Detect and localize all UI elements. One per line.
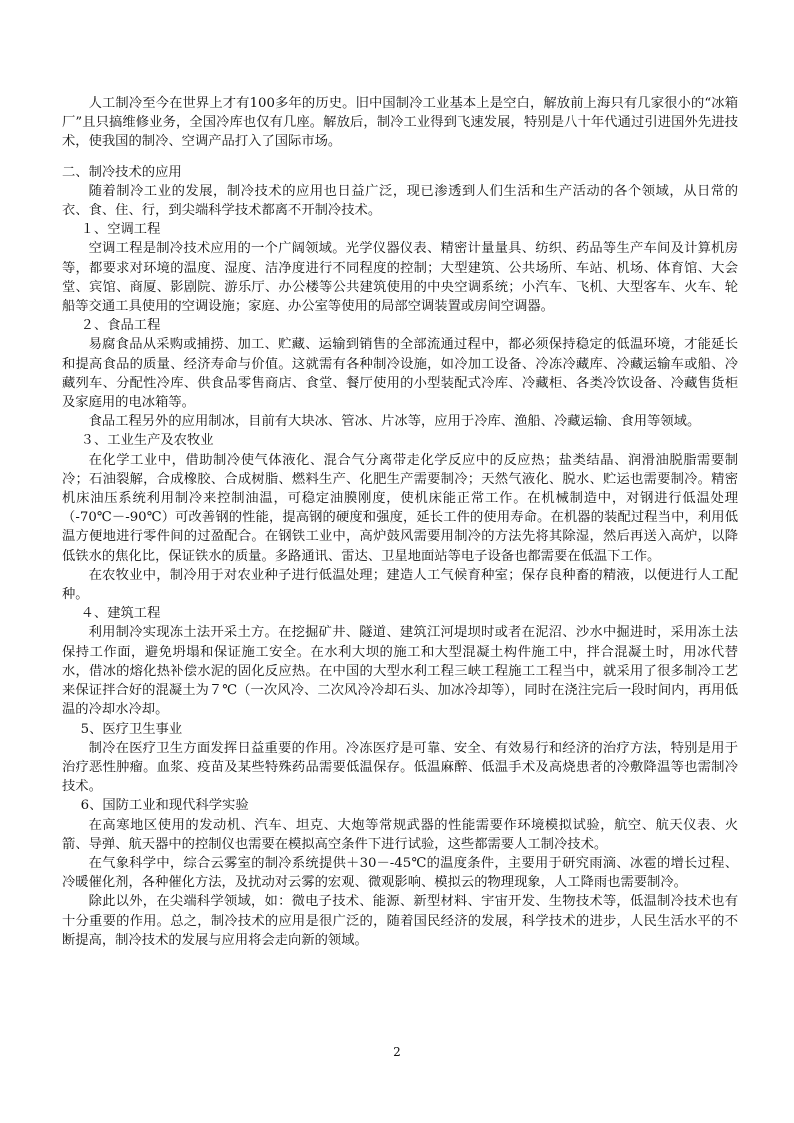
subheading-medical: 5、医疗卫生事业: [80, 721, 183, 737]
page-number: 2: [393, 1045, 401, 1059]
paragraph: 食品工程另外的应用制冰，目前有大块冰、管冰、片冰等，应用于冷库、渔船、冷藏运输、食用等领域。: [88, 414, 701, 430]
paragraph: 空调工程是制冷技术应用的一个广阔领域。光学仪器仪表、精密计量量具、纺织、药品等生产车间及计算机房等，都要求对环境的温度、湿度、洁净度进行不同程度的控制；大型建筑、公共场所、车站、机场、体育馆、大会堂、宾馆、商厦、影剧院、游乐厅、办公楼等公共建筑使用的中央空调系统；小汽车、飞机、大型客车、火车、轮船等交通工具使用的空调设施；家庭、办公室等使用的局部空调装置或房间空调器。: [62, 241, 738, 315]
subheading-food-engineering: ２、食品工程: [80, 318, 161, 334]
section-heading: 二、制冷技术的应用: [62, 164, 182, 180]
subheading-air-conditioning: １、空调工程: [80, 222, 161, 238]
subheading-defense-science: 6、国防工业和现代科学实验: [80, 798, 249, 814]
paragraph-intro: 人工制冷至今在世界上才有100多年的历史。旧中国制冷工业基本上是空白，解放前上海只有几家很小的“冰箱厂”且只搞维修业务，全国冷库也仅有几座。解放后，制冷工业得到飞速发展，特别是八十年代通过引进国外先进技术，使我国的制冷、空调产品打入了国际市场。: [62, 96, 738, 150]
paragraph: 易腐食品从采购或捕捞、加工、贮藏、运输到销售的全部流通过程中，都必须保持稳定的低温环境，才能延长和提高食品的质量、经济寿命与价值。这就需有各种制冷设施，如冷加工设备、冷冻冷藏库、冷藏运输车或船、冷藏列车、分配性冷库、供食品零售商店、食堂、餐厅使用的小型装配式冷库、冷藏柜、各类冷饮设备、冷藏售货柜及家庭用的电冰箱等。: [62, 337, 738, 411]
document-body: [62, 94, 738, 950]
subheading-industry-agriculture: ３、工业生产及农牧业: [80, 433, 214, 449]
paragraph: 在化学工业中，借助制冷使气体液化、混合气分离带走化学反应中的反应热；盐类结晶、润滑油脱脂需要制冷；石油裂解，合成橡胶、合成树脂、燃料生产、化肥生产需要制冷；天然气液化、脱水、贮运也需要制冷。精密机床油压系统利用制冷来控制油温，可稳定油膜刚度，使机床能正常工作。在机械制造中，对钢进行低温处理（-70℃－-90℃）可改善钢的性能，提高钢的硬度和强度，延长工件的使用寿命。在机器的装配过程当中，利用低温方便地进行零件间的过盈配合。在钢铁工业中，高炉鼓风需要用制冷的方法先将其除湿，然后再送入高炉，以降低铁水的焦化比，保证铁水的质量。多路通讯、雷达、卫星地面站等电子设备也都需要在低温下工作。: [62, 452, 738, 564]
paragraph: 随着制冷工业的发展，制冷技术的应用也日益广泛，现已渗透到人们生活和生产活动的各个领域，从日常的衣、食、住、行，到尖端科学技术都离不开制冷技术。: [62, 183, 738, 219]
paragraph: 在农牧业中，制冷用于对农业种子进行低温处理；建造人工气候育种室；保存良种畜的精液，以便进行人工配种。: [62, 567, 738, 603]
paragraph: 除此以外，在尖端科学领域，如：微电子技术、能源、新型材料、宇宙开发、生物技术等，低温制冷技术也有十分重要的作用。总之，制冷技术的应用是很广泛的，随着国民经济的发展，科学技术的进步，人民生活水平的不断提高，制冷技术的发展与应用将会走向新的领域。: [62, 894, 738, 948]
paragraph: 制冷在医疗卫生方面发挥日益重要的作用。冷冻医疗是可靠、安全、有效易行和经济的治疗方法，特别是用于治疗恶性肿瘤。血浆、疫苗及某些特殊药品需要低温保存。低温麻醉、低温手术及高烧患者的冷敷降温等也需制冷技术。: [62, 740, 738, 795]
subheading-construction: ４、建筑工程: [80, 606, 161, 622]
paragraph: 在气象科学中，综合云雾室的制冷系统提供＋30－-45℃的温度条件，主要用于研究雨滴、冰雹的增长过程、冷暖催化剂，各种催化方法，及扰动对云雾的宏观、微观影响、模拟云的物理现象，人工降雨也需要制冷。: [62, 855, 738, 891]
paragraph: 利用制冷实现冻土法开采土方。在挖掘矿井、隧道、建筑江河堤坝时或者在泥沼、沙水中掘进时，采用冻土法保持工作面，避免坍塌和保证施工安全。在水利大坝的施工和大型混凝土构件施工中，拌合混凝土时，用冰代替水，借冰的熔化热补偿水泥的固化反应热。在中国的大型水利工程三峡工程施工工程当中，就采用了很多制冷工艺来保证拌合好的混凝土为７℃（一次风冷、二次风冷冷却石头、加冰冷却等），同时在浇注完后一段时间内，再用低温的冷却水冷却。: [62, 625, 738, 718]
paragraph: 在高寒地区使用的发动机、汽车、坦克、大炮等常规武器的性能需要作环境模拟试验，航空、航天仪表、火箭、导弹、航天器中的控制仪也需要在模拟高空条件下进行试验，这些都需要人工制冷技术。: [62, 817, 738, 852]
